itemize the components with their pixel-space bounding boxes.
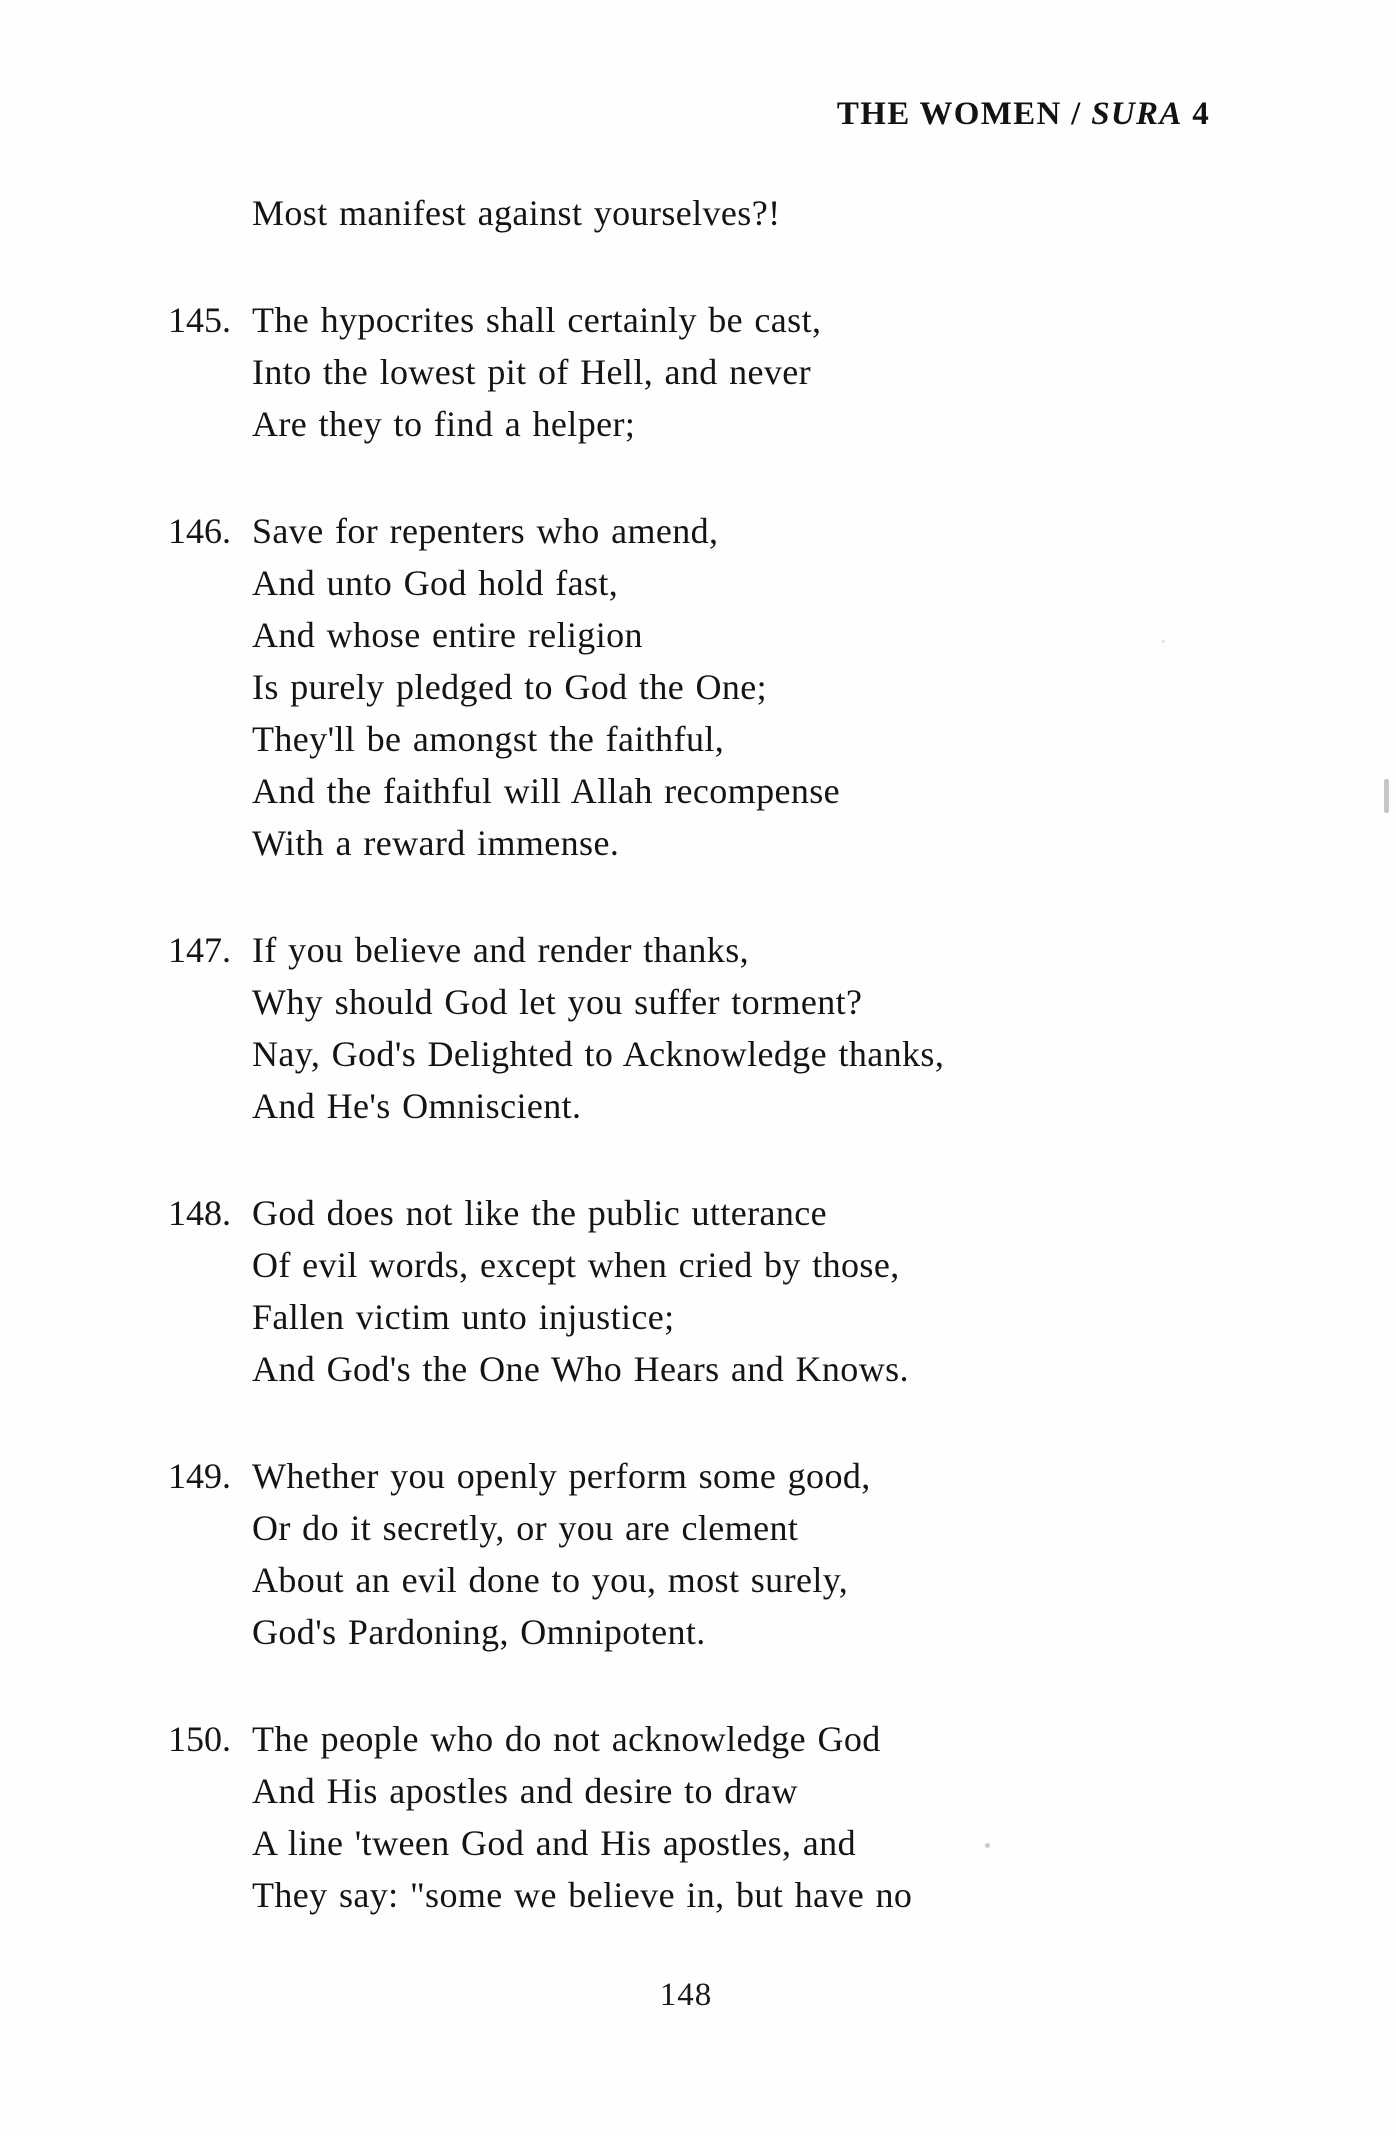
verse-line: About an evil done to you, most surely, — [252, 1560, 849, 1600]
verse-lines — [252, 187, 1356, 239]
verse-line: They say: "some we believe in, but have no — [252, 1875, 913, 1915]
verse-line: Nay, God's Delighted to Acknowledge thanks, — [252, 1034, 945, 1074]
verse-line: And His apostles and desire to draw — [252, 1771, 798, 1811]
header-sura-number: 4 — [1192, 96, 1210, 132]
verse-block — [168, 1450, 1356, 1658]
verse-line: God does not like the public utterance — [252, 1193, 828, 1233]
verse-line: With a reward immense. — [252, 823, 620, 863]
verse-block — [168, 924, 1356, 1132]
verse-number: 149. — [168, 1456, 231, 1496]
header-sura-word: SURA — [1091, 96, 1183, 132]
scan-artifact-speck — [1162, 640, 1165, 643]
verse-lines — [252, 1713, 1356, 1921]
verse-line: And the faithful will Allah recompense — [252, 771, 841, 811]
verse-line: Into the lowest pit of Hell, and never — [252, 352, 812, 392]
verse-line: Most manifest against yourselves?! — [252, 193, 781, 233]
verse-line: And He's Omniscient. — [252, 1086, 582, 1126]
verse-block — [168, 294, 1356, 450]
verse-number: 150. — [168, 1719, 231, 1759]
verse-line: They'll be amongst the faithful, — [252, 719, 725, 759]
verse-lines — [252, 505, 1356, 869]
verse-lines — [252, 294, 1356, 450]
verse-line: And God's the One Who Hears and Knows. — [252, 1349, 909, 1389]
page-number: 148 — [659, 1977, 713, 2013]
verse-line: Fallen victim unto injustice; — [252, 1297, 675, 1337]
scan-artifact-tick — [1384, 779, 1389, 813]
running-header — [837, 96, 1210, 133]
verse-number: 146. — [168, 511, 231, 551]
verse-block — [168, 1187, 1356, 1395]
verse-number: 147. — [168, 930, 231, 970]
verse-line: A line 'tween God and His apostles, and — [252, 1823, 856, 1863]
verse-line: Of evil words, except when cried by those, — [252, 1245, 900, 1285]
header-section-title: THE WOMEN / — [836, 96, 1082, 132]
verse-lines — [252, 924, 1356, 1132]
verse-line: The hypocrites shall certainly be cast, — [252, 300, 822, 340]
verse-number: 145. — [168, 300, 231, 340]
verse-line: Or do it secretly, or you are clement — [252, 1508, 799, 1548]
verse-list — [168, 187, 1356, 1921]
verse-block — [168, 505, 1356, 869]
verse-line: If you believe and render thanks, — [252, 930, 750, 970]
verse-line: Are they to find a helper; — [252, 404, 636, 444]
verse-lines — [252, 1187, 1356, 1395]
verse-line: Save for repenters who amend, — [252, 511, 719, 551]
verse-line: Is purely pledged to God the One; — [252, 667, 768, 707]
verse-block — [168, 1713, 1356, 1921]
scan-artifact-dot — [985, 1843, 990, 1848]
verse-line: And unto God hold fast, — [252, 563, 619, 603]
verse-line: And whose entire religion — [252, 615, 643, 655]
verse-line: The people who do not acknowledge God — [252, 1719, 881, 1759]
verse-line: Whether you openly perform some good, — [252, 1456, 871, 1496]
verse-line: God's Pardoning, Omnipotent. — [252, 1612, 706, 1652]
verse-block — [168, 187, 1356, 239]
verse-lines — [252, 1450, 1356, 1658]
verse-number: 148. — [168, 1193, 231, 1233]
verse-line: Why should God let you suffer torment? — [252, 982, 863, 1022]
